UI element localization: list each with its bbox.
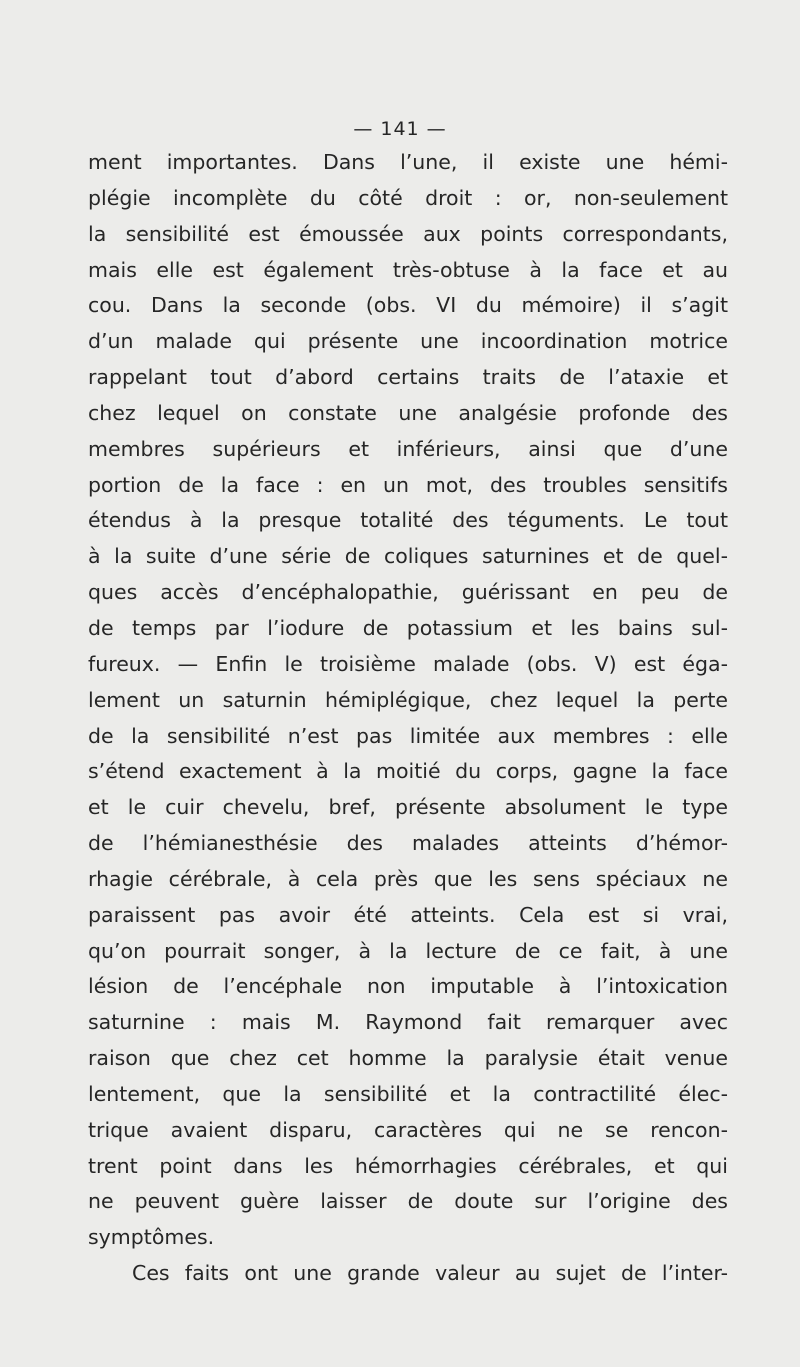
text-line: membres supérieurs et inférieurs, ainsi que d’une <box>88 436 728 461</box>
text-line: étendus à la presque totalité des téguments. Le tout <box>88 508 728 533</box>
text-line: saturnine : mais M. Raymond fait remarquer avec <box>88 1010 728 1035</box>
text-line: fureux. — Enfin le troisième malade (obs. V) est éga- <box>88 651 728 676</box>
text-line: chez lequel on constate une analgésie profonde des <box>88 400 728 425</box>
body-text <box>88 145 728 1292</box>
text-line: et le cuir chevelu, bref, présente absolument le type <box>88 795 728 820</box>
text-line: ques accès d’encéphalopathie, guérissant en peu de <box>88 580 728 605</box>
text-line: ne peuvent guère laisser de doute sur l’origine des <box>88 1189 728 1214</box>
text-line: raison que chez cet homme la paralysie était venue <box>88 1046 728 1071</box>
text-line: la sensibilité est émoussée aux points correspondants, <box>88 221 728 246</box>
text-line: de la sensibilité n’est pas limitée aux membres : elle <box>88 723 728 748</box>
text-line: d’un malade qui présente une incoordination motrice <box>88 329 728 354</box>
text-line: Ces faits ont une grande valeur au sujet de l’inter- <box>132 1261 728 1286</box>
text-line: plégie incomplète du côté droit : or, non-seulement <box>88 185 728 210</box>
text-line: cou. Dans la seconde (obs. VI du mémoire) il s’agit <box>88 293 728 318</box>
text-line: lésion de l’encéphale non imputable à l’intoxication <box>88 974 728 999</box>
text-line: rhagie cérébrale, à cela près que les sens spéciaux ne <box>88 866 728 891</box>
text-line: de l’hémianesthésie des malades atteints d’hémor- <box>88 831 728 856</box>
text-line: ment importantes. Dans l’une, il existe une hémi- <box>88 150 728 174</box>
text-line: trique avaient disparu, caractères qui ne se rencon- <box>88 1117 728 1142</box>
text-line: lentement, que la sensibilité et la contractilité élec- <box>88 1081 728 1106</box>
text-line: mais elle est également très-obtuse à la face et au <box>88 257 728 282</box>
text-line: de temps par l’iodure de potassium et les bains sul- <box>88 615 728 640</box>
text-line: paraissent pas avoir été atteints. Cela est si vrai, <box>88 902 728 927</box>
text-line: symptômes. <box>88 1225 215 1250</box>
text-line: portion de la face : en un mot, des troubles sensitifs <box>88 472 728 497</box>
text-line: rappelant tout d’abord certains traits de l’ataxie et <box>88 365 728 390</box>
text-line: à la suite d’une série de coliques saturnines et de quel- <box>88 544 728 569</box>
text-line: lement un saturnin hémiplégique, chez lequel la perte <box>88 687 728 712</box>
text-line: trent point dans les hémorrhagies cérébrales, et qui <box>88 1153 728 1178</box>
page-number: — 141 — <box>353 118 447 140</box>
text-line: s’étend exactement à la moitié du corps, gagne la face <box>88 759 728 784</box>
text-line: qu’on pourrait songer, à la lecture de ce fait, à une <box>88 938 728 963</box>
